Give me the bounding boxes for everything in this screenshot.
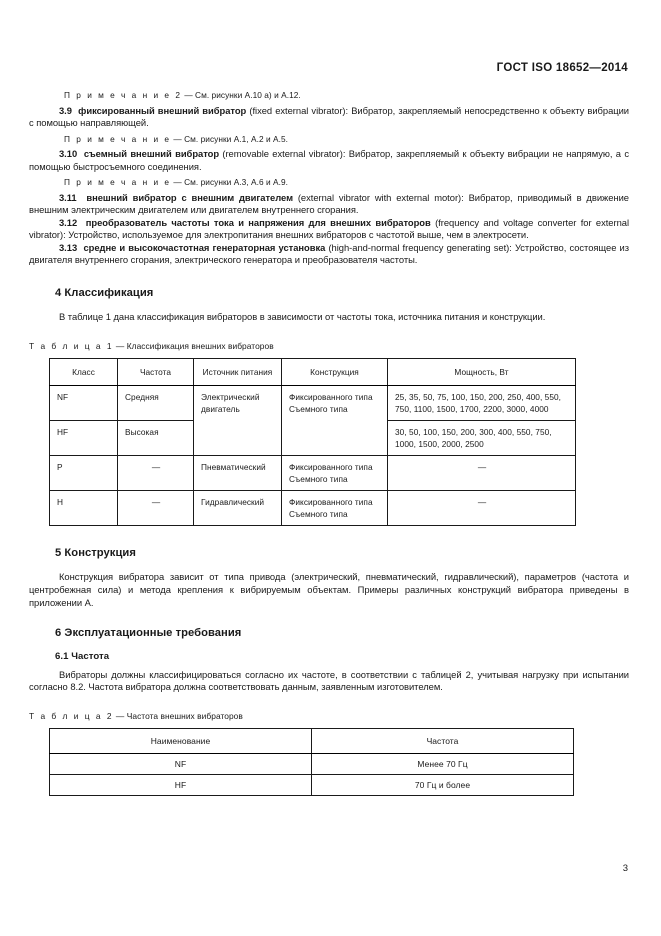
definition-3-9-term: фиксированный внешний вибратор (78, 104, 247, 116)
definition-3-11-number: 3.11 (59, 191, 77, 203)
table1-cell-class-hf: HF (50, 421, 118, 456)
definition-3-11-body: : Вибратор, приводимый в движение внешним электрическим двигателем или двигателем внутреннего сгорания. (29, 191, 629, 216)
definition-3-12-english: (frequency and voltage converter for external vibrator) (29, 216, 630, 241)
spacer (29, 324, 629, 341)
section-5-paragraph: Конструкция вибратора зависит от типа привода (электрический, пневматический, гидравлический), параметров (частота и центробежная сила) и метода крепления к вибрируемым объектам. Примеры различных конструкций вибратора приведены в приложении А. (29, 571, 629, 608)
table1-cell-frequency-p: — (118, 456, 194, 491)
section-heading-4: 4 Классификация (55, 287, 154, 300)
table2-caption-label: Т а б л и ц а 2 (29, 711, 114, 722)
definition-3-11-english: (external vibrator with external motor) (297, 191, 462, 203)
note-c-text: — См. рисунки А.3, А.6 и А.9. (171, 177, 288, 188)
table-row (50, 491, 576, 526)
page-number: 3 (622, 863, 628, 874)
note-b-label: П р и м е ч а н и е (64, 133, 172, 144)
table-frequency (49, 728, 574, 796)
note-c-label: П р и м е ч а н и е (64, 177, 172, 188)
definition-3-13-term: средне и высокочастотная генераторная установка (83, 241, 326, 253)
definition-3-9-english: (fixed external vibrator) (249, 104, 346, 116)
definition-3-10-number: 3.10 (59, 148, 78, 160)
definition-3-13-number: 3.13 (59, 241, 78, 253)
table1-cell-power-source-pneumatic: Пневматический (194, 456, 282, 491)
definition-3-13-body: : Устройство, состоящее из двигателя внутреннего сгорания, электрического генератора и преобразователя частоты. (29, 241, 630, 265)
table-row (50, 386, 576, 421)
definition-3-11 (29, 192, 629, 217)
section-4-paragraph: В таблице 1 дана классификация вибраторов в зависимости от частоты тока, источника питания и конструкции. (59, 311, 546, 323)
note-a-label: П р и м е ч а н и е 2 (64, 90, 182, 100)
table1-cell-power-p: — (388, 456, 576, 491)
definition-3-10-english: (removable external vibrator) (222, 148, 343, 160)
definition-3-9-body: : Вибратор, закрепляемый непосредственно к объекту вибрации с помощью направляющей. (29, 104, 630, 129)
definition-3-12-term: преобразователь частоты тока и напряжения для внешних вибраторов (85, 216, 431, 228)
section-heading-6-1: 6.1 Частота (55, 650, 110, 662)
table2-header-frequency: Частота (312, 729, 574, 754)
table1-caption-label: Т а б л и ц а 1 (29, 341, 114, 352)
note-a (29, 86, 629, 104)
table2-cell-frequency-nf: Менее 70 Гц (312, 754, 574, 775)
section-6-1-paragraph: Вибраторы должны классифицироваться согласно их частоте, в соответствии с таблицей 2, учитывая нагрузку при испытании согласно 8.2. Частота вибратора должна соответствовать данным, заявленным изготовителем. (29, 668, 629, 693)
definition-3-9 (29, 105, 629, 130)
spacer (29, 266, 629, 287)
spacer (29, 299, 629, 311)
section-heading-6: 6 Эксплуатационные требования (55, 626, 242, 639)
table2-caption (29, 711, 629, 721)
table2-cell-frequency-hf: 70 Гц и более (312, 775, 574, 796)
construction-line-1: Фиксированного типа (289, 392, 373, 403)
table2-caption-text: — Частота внешних вибраторов (113, 711, 243, 722)
table1-cell-construction-electric (282, 386, 388, 456)
table1-header-row (50, 359, 576, 386)
spacer (29, 721, 629, 728)
construction-line-2: Съемного типа (289, 509, 348, 520)
definition-3-13 (29, 242, 629, 267)
table1-cell-frequency-hf: Высокая (118, 421, 194, 456)
spacer (29, 559, 629, 571)
table1-header-power: Мощность, Вт (388, 359, 576, 386)
document-content (29, 86, 629, 796)
table2-cell-name-hf: HF (50, 775, 312, 796)
note-b (29, 130, 629, 148)
section-heading-5: 5 Конструкция (55, 547, 136, 560)
table1-cell-power-source-electric: Электрический двигатель (194, 386, 282, 456)
table1-cell-class-p: P (50, 456, 118, 491)
table-row (50, 775, 574, 796)
definition-3-10-term: съемный внешний вибратор (83, 148, 220, 160)
table1-cell-power-nf: 25, 35, 50, 75, 100, 150, 200, 250, 400, 550, 750, 1100, 1500, 1700, 2200, 3000, 4000 (388, 386, 576, 421)
construction-line-2: Съемного типа (289, 404, 348, 415)
spacer (29, 639, 629, 651)
definition-3-12 (29, 217, 629, 242)
spacer (29, 662, 629, 669)
table1-header-construction: Конструкция (282, 359, 388, 386)
table-row (50, 456, 576, 491)
note-c (29, 173, 629, 191)
table2-header-row (50, 729, 574, 754)
table1-cell-frequency-h: — (118, 491, 194, 526)
definition-3-10 (29, 148, 629, 173)
table1-cell-class-nf: NF (50, 386, 118, 421)
table1-cell-power-source-hydraulic: Гидравлический (194, 491, 282, 526)
note-a-text: — См. рисунки А.10 а) и А.12. (181, 90, 301, 100)
table1-cell-class-h: H (50, 491, 118, 526)
definition-3-9-number: 3.9 (59, 104, 72, 116)
table1-caption (29, 341, 629, 351)
table1-cell-power-hf: 30, 50, 100, 150, 200, 300, 400, 550, 750, 1000, 1500, 2000, 2500 (388, 421, 576, 456)
table1-cell-power-h: — (388, 491, 576, 526)
table1-header-frequency: Частота (118, 359, 194, 386)
table1-header-power-source: Источник питания (194, 359, 282, 386)
table-row (50, 754, 574, 775)
spacer (29, 694, 629, 711)
document-header: ГОСТ ISO 18652—2014 (496, 62, 628, 74)
table1-cell-construction-p (282, 456, 388, 491)
table1-cell-construction-h (282, 491, 388, 526)
definition-3-10-body: : Вибратор, закрепляемый к объекту вибрации не напрямую, а с помощью быстросъемного соединения. (29, 148, 629, 172)
note-b-text: — См. рисунки А.1, А.2 и А.5. (171, 133, 288, 144)
table2-cell-name-nf: NF (50, 754, 312, 775)
construction-line-1: Фиксированного типа (289, 497, 373, 508)
spacer (29, 351, 629, 358)
definition-3-12-number: 3.12 (59, 216, 78, 228)
table-classification (49, 358, 576, 526)
spacer (29, 526, 629, 547)
spacer (29, 610, 629, 627)
construction-line-2: Съемного типа (289, 474, 348, 485)
table2-header-name: Наименование (50, 729, 312, 754)
table1-caption-text: — Классификация внешних вибраторов (113, 341, 274, 352)
definition-3-11-term: внешний вибратор с внешним двигателем (86, 191, 293, 203)
definition-3-12-body: : Устройство, используемое для электропитания внешних вибраторов с частотой выше, чем в электросети. (63, 229, 529, 241)
table1-cell-frequency-nf: Средняя (118, 386, 194, 421)
construction-line-1: Фиксированного типа (289, 462, 373, 473)
definition-3-13-english: (high-and-normal frequency generating set) (328, 241, 510, 253)
table1-header-class: Класс (50, 359, 118, 386)
